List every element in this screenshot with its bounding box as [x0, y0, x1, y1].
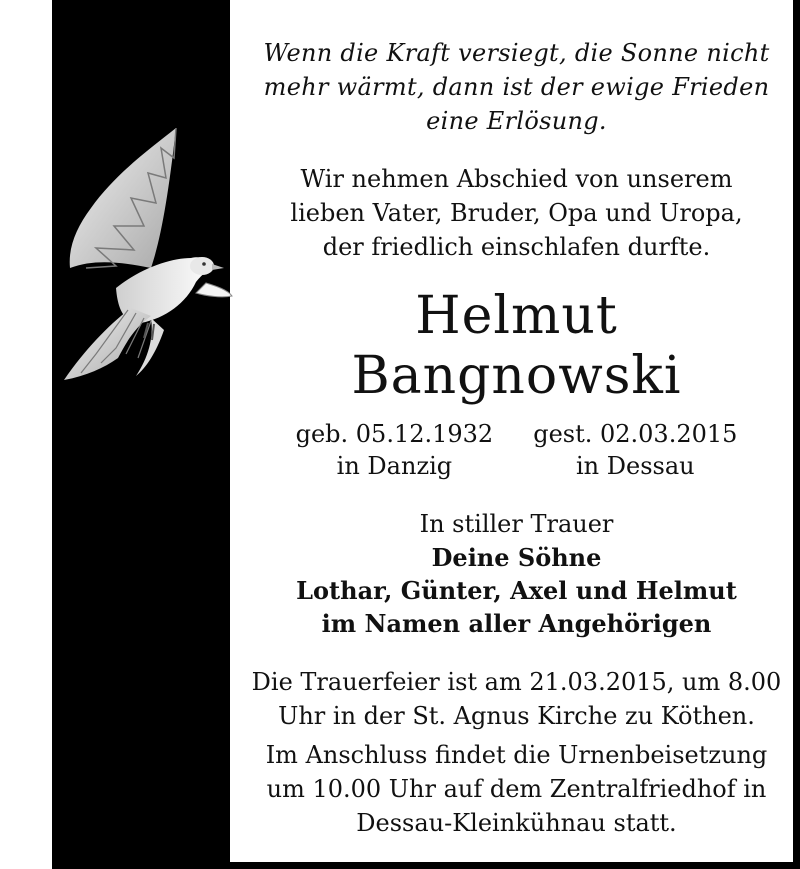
death-info	[533, 418, 737, 482]
last-name: Bangnowski	[351, 346, 682, 406]
relatives-line: im Namen aller Angehörigen	[321, 609, 712, 638]
ceremony-line: Uhr in der St. Agnus Kirche zu Köthen.	[278, 702, 755, 730]
burial-line: um 10.00 Uhr auf dem Zentralfriedhof in	[266, 775, 767, 803]
intro-line: der friedlich einschlafen durfte.	[322, 233, 711, 261]
birth-place: in Danzig	[336, 452, 453, 480]
life-dates	[240, 418, 793, 482]
deceased-name	[240, 286, 793, 406]
ceremony-info	[240, 665, 793, 733]
death-place: in Dessau	[576, 452, 695, 480]
left-margin	[0, 0, 52, 869]
burial-line: Dessau-Kleinkühnau statt.	[356, 809, 677, 837]
obituary-content	[240, 0, 793, 862]
mourners-block	[240, 508, 793, 640]
dove-icon	[56, 118, 236, 390]
verse-line: mehr wärmt, dann ist der ewige Frieden	[263, 73, 770, 101]
verse-line: eine Erlösung.	[426, 107, 607, 135]
right-border	[793, 0, 800, 869]
burial-line: Im Anschluss findet die Urnenbeisetzung	[265, 741, 768, 769]
bottom-border	[52, 862, 800, 869]
birth-info	[296, 418, 494, 482]
death-date: gest. 02.03.2015	[533, 420, 738, 448]
mourning-intro: In stiller Trauer	[419, 510, 614, 538]
sons-names: Lothar, Günter, Axel und Helmut	[296, 576, 737, 605]
sons-label: Deine Söhne	[431, 543, 602, 572]
burial-info	[240, 738, 793, 840]
ceremony-line: Die Trauerfeier ist am 21.03.2015, um 8.00	[251, 668, 782, 696]
intro-line: Wir nehmen Abschied von unserem	[300, 165, 733, 193]
verse-line: Wenn die Kraft versiegt, die Sonne nicht	[263, 39, 770, 67]
farewell-intro	[240, 162, 793, 264]
birth-date: geb. 05.12.1932	[295, 420, 494, 448]
verse-quote	[240, 36, 793, 138]
first-name: Helmut	[415, 286, 618, 346]
intro-line: lieben Vater, Bruder, Opa und Uropa,	[290, 199, 743, 227]
